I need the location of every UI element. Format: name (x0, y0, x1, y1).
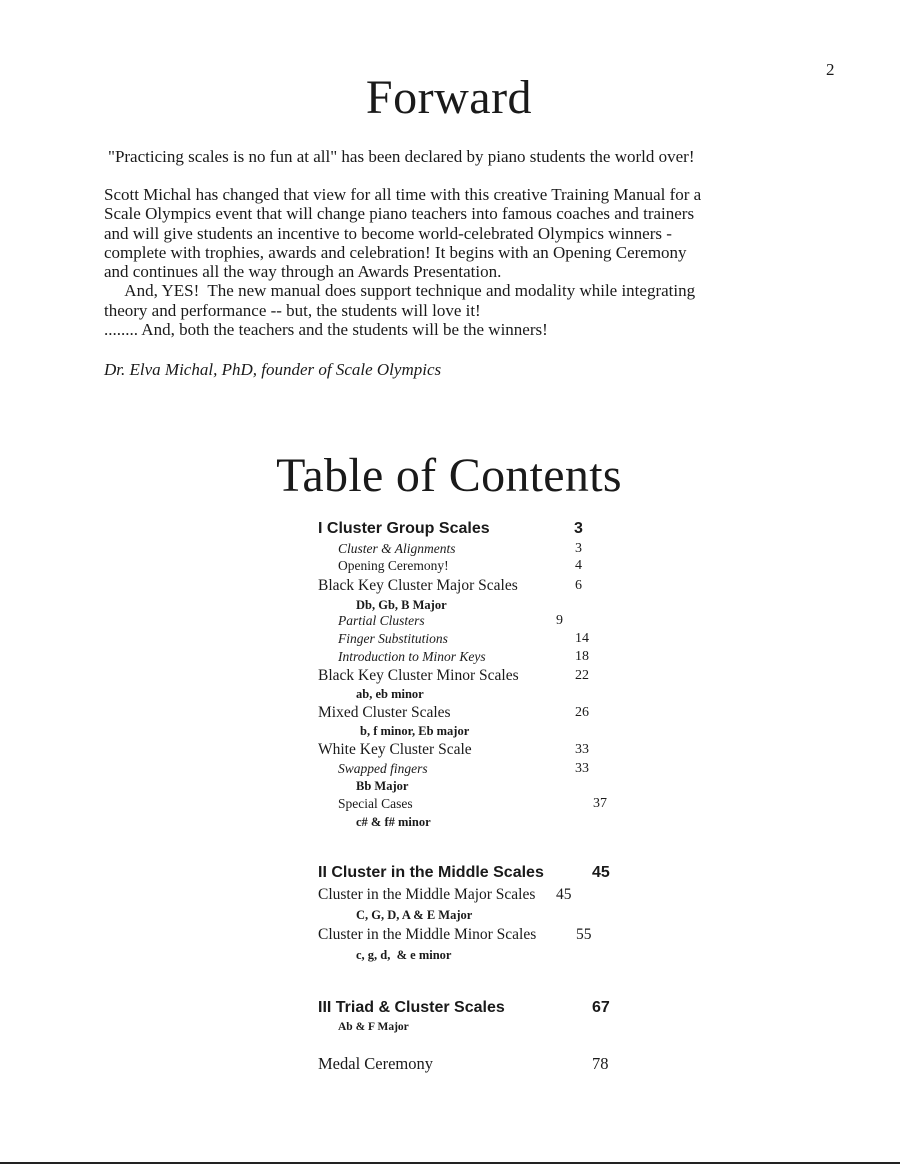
toc-entry[interactable]: Finger Substitutions (338, 631, 448, 646)
toc-entry[interactable]: Special Cases (338, 796, 413, 811)
forward-quote: "Practicing scales is no fun at all" has been declared by piano students the world over! (108, 147, 695, 166)
toc-entry-page: 33 (575, 761, 589, 776)
toc-note: c, g, d, & e minor (356, 948, 452, 962)
forward-line: and continues all the way through an Awards Presentation. (104, 262, 502, 282)
toc-entry-page: 26 (575, 705, 589, 720)
toc-entry-page: 3 (575, 541, 582, 556)
toc-section-page: 67 (592, 999, 610, 1016)
forward-line: And, YES! The new manual does support technique and modality while integrating (104, 281, 696, 301)
toc-section-title[interactable]: I Cluster Group Scales (318, 520, 490, 537)
toc-note: Bb Major (356, 779, 409, 793)
forward-title: Forward (365, 71, 533, 124)
toc-entry[interactable]: Introduction to Minor Keys (338, 649, 486, 664)
forward-line: theory and performance -- but, the students will love it! (104, 300, 481, 320)
forward-line: ........ And, both the teachers and the students will be the winners! (104, 320, 548, 340)
toc-entry[interactable]: Black Key Cluster Major Scales (318, 577, 518, 594)
toc-entry[interactable]: Black Key Cluster Minor Scales (318, 667, 519, 684)
toc-section-title[interactable]: III Triad & Cluster Scales (318, 999, 505, 1016)
toc-entry-page: 4 (575, 558, 582, 573)
toc-entry[interactable]: Mixed Cluster Scales (318, 704, 451, 721)
toc-entry-page: 78 (592, 1054, 609, 1073)
toc-entry-page: 6 (575, 578, 582, 593)
toc-note: c# & f# minor (356, 815, 431, 829)
toc-section-title[interactable]: II Cluster in the Middle Scales (318, 864, 544, 881)
toc-entry[interactable]: Partial Clusters (338, 613, 425, 628)
toc-note: Ab & F Major (338, 1021, 409, 1033)
toc-entry[interactable]: Swapped fingers (338, 761, 428, 776)
toc-section-page: 3 (574, 520, 583, 537)
toc-entry[interactable]: Cluster in the Middle Minor Scales (318, 926, 537, 943)
toc-entry-page: 33 (575, 742, 589, 757)
page-number: 2 (826, 60, 835, 79)
toc-note: Db, Gb, B Major (356, 598, 447, 612)
forward-line: Scale Olympics event that will change piano teachers into famous coaches and trainers (104, 204, 695, 224)
toc-entry-page: 14 (575, 631, 589, 646)
toc-entry[interactable]: White Key Cluster Scale (318, 741, 472, 758)
toc-entry-page: 45 (556, 886, 572, 903)
toc-entry-page: 55 (576, 926, 592, 943)
toc-note: b, f minor, Eb major (360, 724, 470, 738)
toc-entry-page: 9 (556, 613, 563, 628)
toc-entry-page: 18 (575, 649, 589, 664)
toc-note: C, G, D, A & E Major (356, 908, 473, 922)
toc-entry[interactable]: Opening Ceremony! (338, 558, 449, 573)
toc-entry-medal-ceremony[interactable]: Medal Ceremony (318, 1054, 434, 1073)
toc-entry-page: 22 (575, 668, 589, 683)
toc-entry[interactable]: Cluster & Alignments (338, 541, 456, 556)
forward-line: and will give students an incentive to become world-celebrated Olympics winners - (104, 223, 672, 243)
toc-note: ab, eb minor (356, 687, 424, 701)
forward-line: complete with trophies, awards and celebration! It begins with an Opening Ceremony (104, 242, 687, 262)
toc-section-page: 45 (592, 864, 610, 881)
toc-entry-page: 37 (593, 796, 607, 811)
forward-signature: Dr. Elva Michal, PhD, founder of Scale Olympics (104, 360, 442, 379)
toc-title: Table of Contents (276, 449, 622, 502)
forward-line: Scott Michal has changed that view for all time with this creative Training Manual for a (104, 185, 702, 204)
toc-entry[interactable]: Cluster in the Middle Major Scales (318, 886, 536, 903)
